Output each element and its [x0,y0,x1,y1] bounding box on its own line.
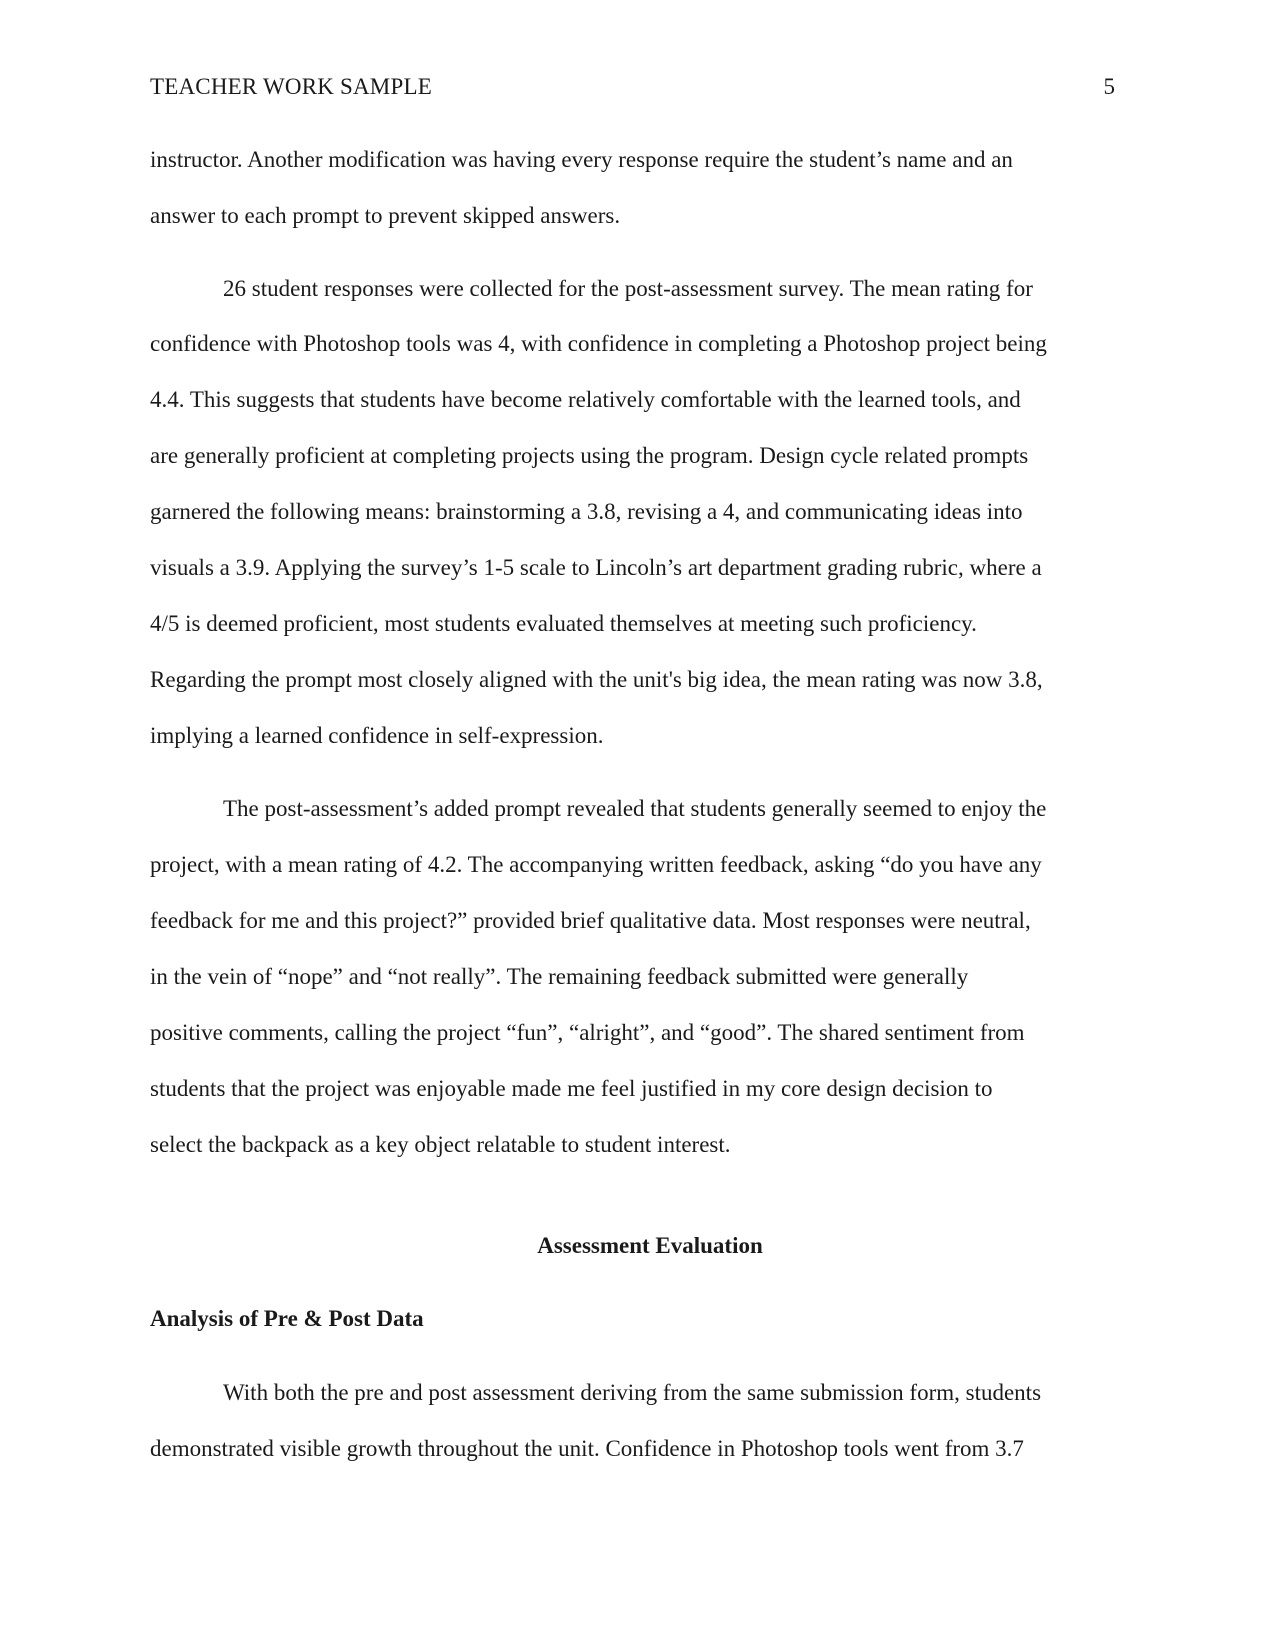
paragraph-line: With both the pre and post assessment deriving from the same submission form, students [223,1380,1042,1405]
paragraph-line: students that the project was enjoyable made me feel justified in my core design decision to [150,1076,993,1101]
paragraph-line: instructor. Another modification was having every response require the student’s name and an [150,147,1013,172]
paragraph-line: are generally proficient at completing projects using the program. Design cycle related prompts [150,443,1029,468]
paragraph-line: in the vein of “nope” and “not really”. The remaining feedback submitted were generally [150,964,969,989]
paragraph-line: 26 student responses were collected for the post-assessment survey. The mean rating for [223,276,1033,301]
paragraph-line: demonstrated visible growth throughout the unit. Confidence in Photoshop tools went from 3.7 [150,1436,1024,1461]
paragraph-line: feedback for me and this project?” provided brief qualitative data. Most responses were neutral, [150,908,1031,933]
paragraph-line: project, with a mean rating of 4.2. The accompanying written feedback, asking “do you have any [150,852,1042,877]
paragraph-line: confidence with Photoshop tools was 4, with confidence in completing a Photoshop project being [150,331,1047,356]
section-heading: Assessment Evaluation [537,1233,763,1258]
paragraph-line: positive comments, calling the project “fun”, “alright”, and “good”. The shared sentiment from [150,1020,1025,1045]
paragraph-line: The post-assessment’s added prompt revealed that students generally seemed to enjoy the [223,796,1047,821]
paragraph-line: 4/5 is deemed proficient, most students evaluated themselves at meeting such proficiency. [150,611,977,636]
page-number: 5 [1103,74,1115,99]
paragraph-line: visuals a 3.9. Applying the survey’s 1-5 scale to Lincoln’s art department grading rubric, where a [150,555,1042,580]
running-head: TEACHER WORK SAMPLE [150,74,432,99]
paragraph-line: Regarding the prompt most closely aligned with the unit's big idea, the mean rating was now 3.8, [150,667,1043,692]
paragraph-line: implying a learned confidence in self-expression. [150,723,604,748]
paragraph-line: answer to each prompt to prevent skipped answers. [150,203,621,228]
paragraph-line: select the backpack as a key object relatable to student interest. [150,1132,731,1157]
paragraph-line: garnered the following means: brainstorming a 3.8, revising a 4, and communicating ideas into [150,499,1023,524]
paragraph-line: 4.4. This suggests that students have become relatively comfortable with the learned tools, and [150,387,1021,412]
subsection-heading: Analysis of Pre & Post Data [150,1306,424,1331]
